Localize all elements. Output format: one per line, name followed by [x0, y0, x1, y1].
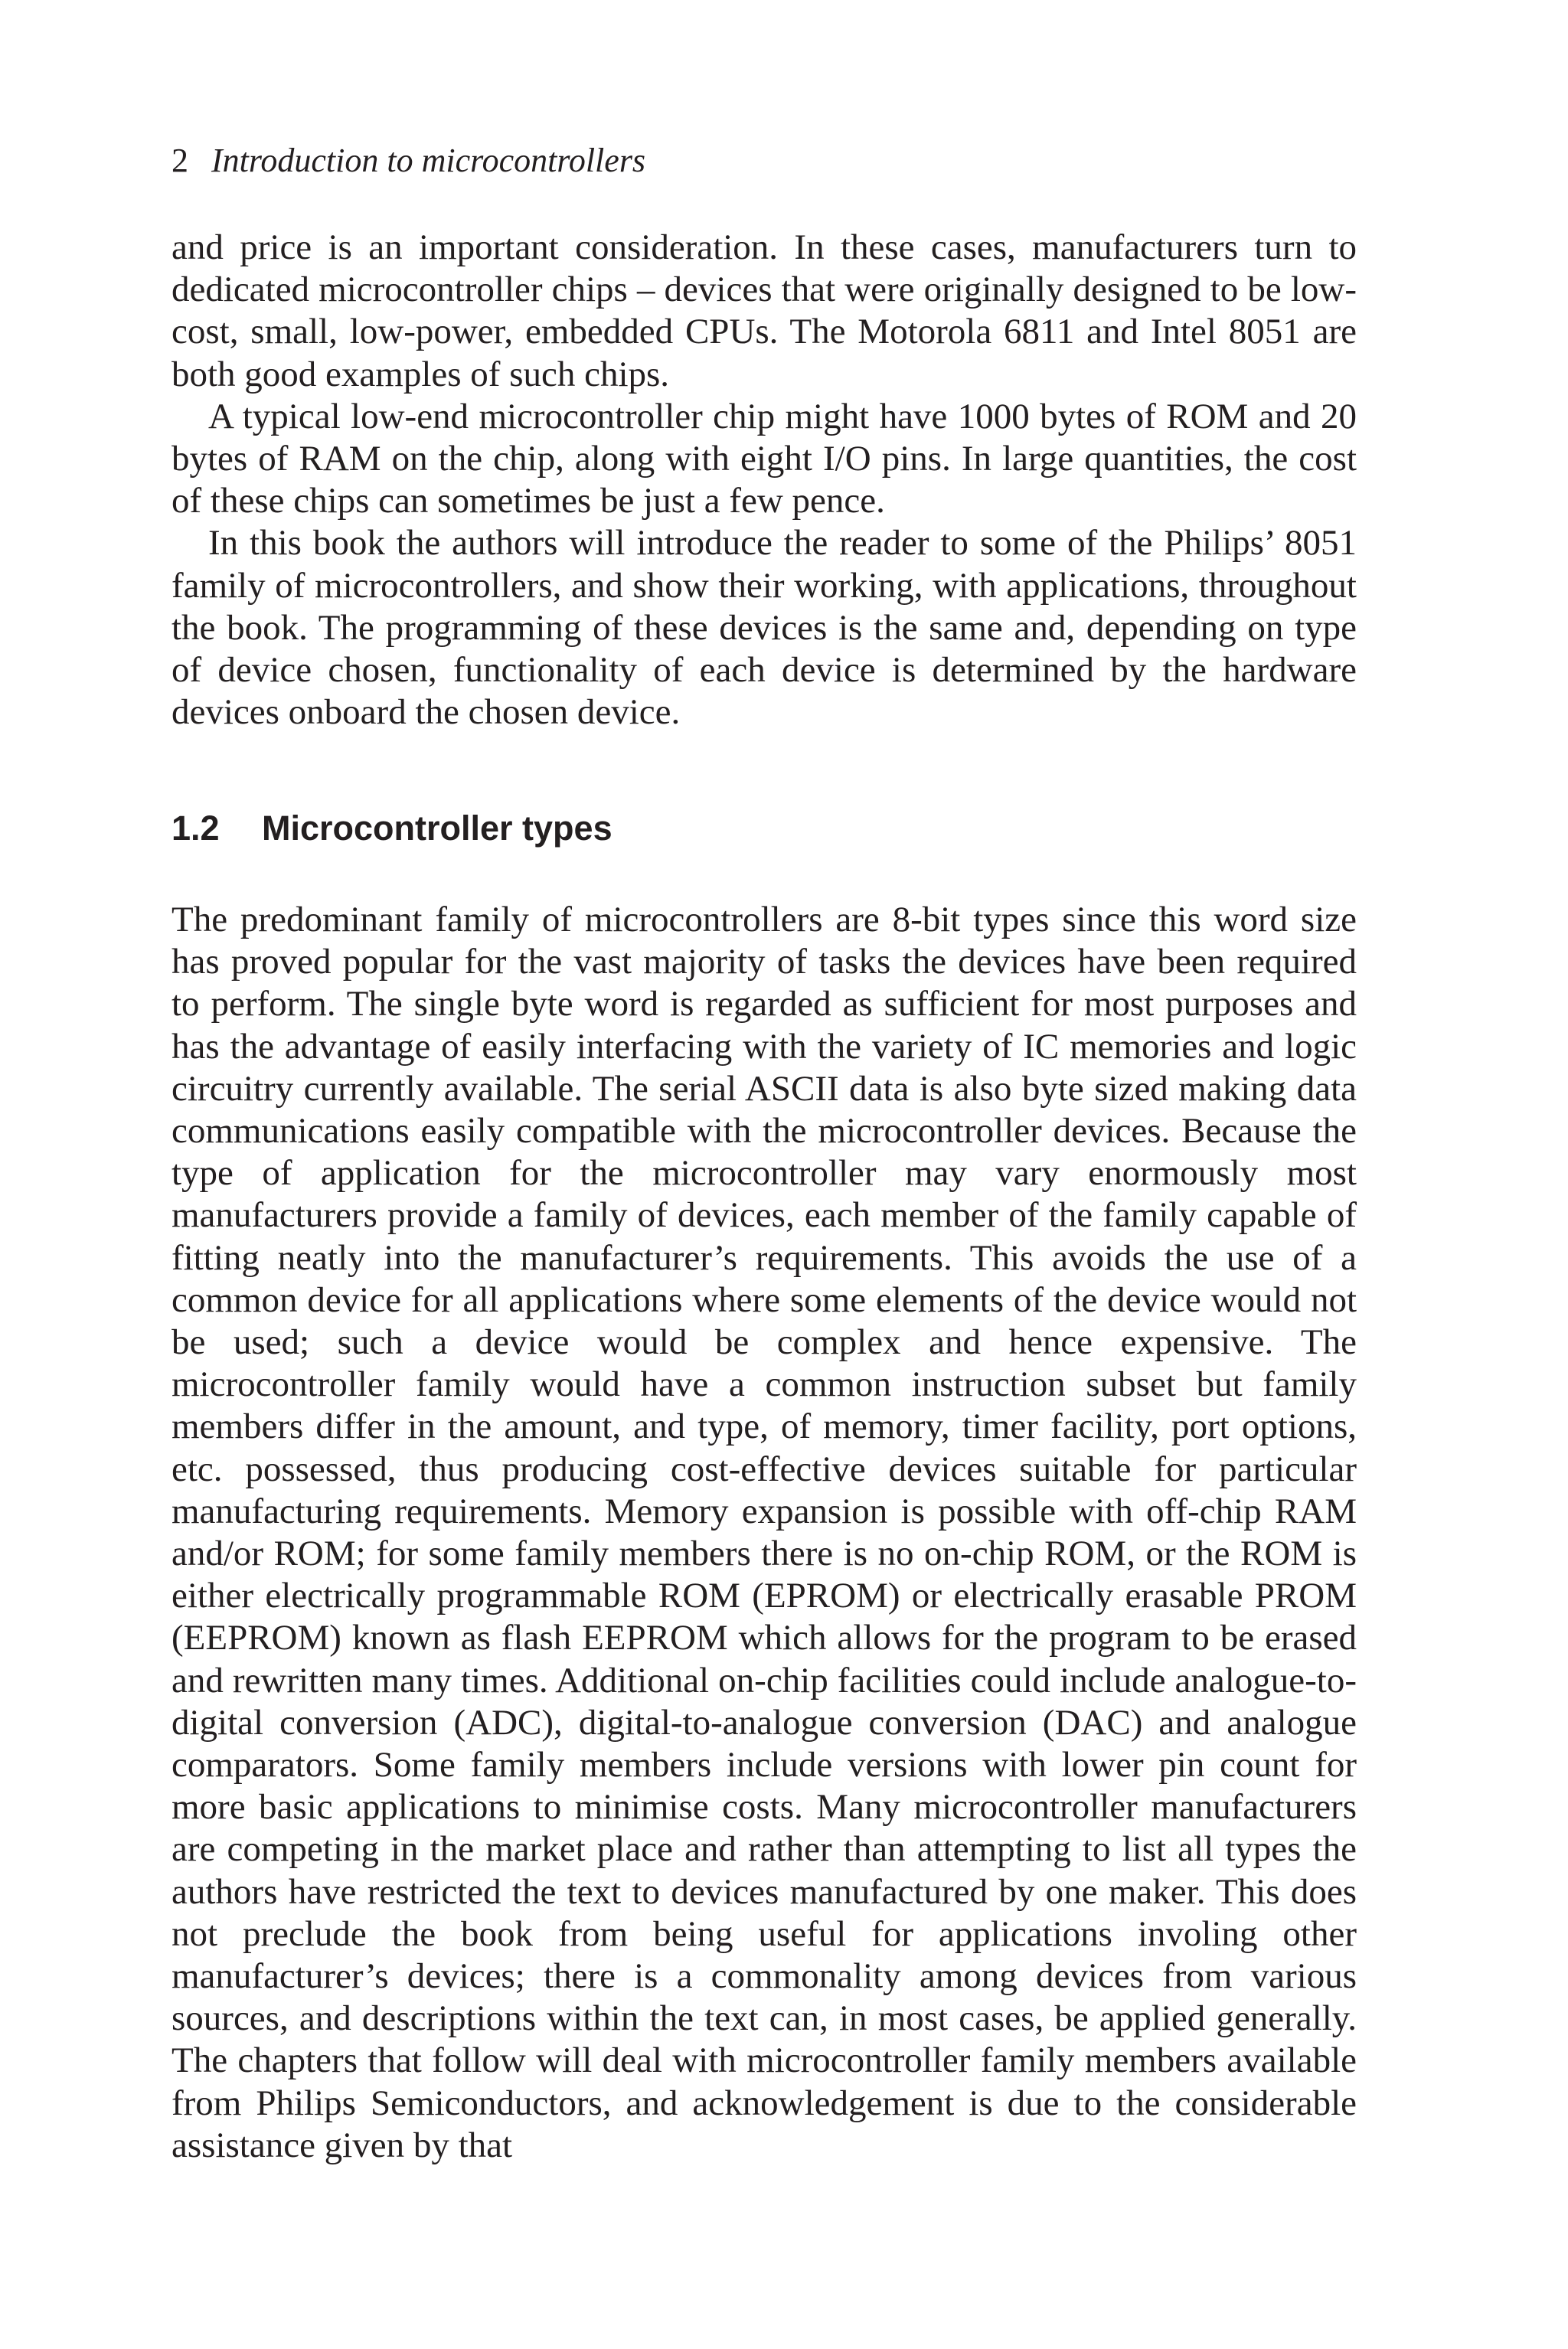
paragraph: In this book the authors will introduce the reader to some of the Philips’ 8051 family of microcontrollers, and show their working, with applications, throughout the book. The programming of these devices is the same and, depending on type of device chosen, functionality of each device is determined by the hardware devices onboard the chosen device. — [172, 523, 1357, 733]
chapter-title: Introduction to microcontrollers — [211, 142, 646, 179]
section-heading — [172, 805, 612, 851]
section-number: 1.2 — [172, 809, 220, 848]
paragraph: and price is an important consideration. In these cases, manufacturers turn to dedicated microcontroller chips – devices that were originally designed to be low-cost, small, low-power, embedded CPUs. The Motorola 6811 and Intel 8051 are both good examples of such chips. — [172, 227, 1357, 394]
section-text-block — [172, 899, 1357, 2167]
paragraph: A typical low-end microcontroller chip might have 1000 bytes of ROM and 20 bytes of RAM on the chip, along with eight I/O pins. In large quantities, the cost of these chips can sometimes be just a few pence. — [172, 396, 1357, 521]
page-number: 2 — [172, 142, 188, 179]
intro-text-block — [172, 227, 1357, 733]
running-head — [172, 139, 645, 182]
paragraph: The predominant family of microcontrollers are 8-bit types since this word size has proved popular for the vast majority of tasks the devices have been required to perform. The single byte word is regarded as sufficient for most purposes and has the advantage of easily interfacing with the variety of IC memories and logic circuitry currently available. The serial ASCII data is also byte sized making data communications easily compatible with the microcontroller devices. Because the type of application for the microcontroller may vary enormously most manufacturers provide a family of devices, each member of the family capable of fitting neatly into the manufacturer’s requirements. This avoids the use of a common device for all applications where some elements of the device would not be used; such a device would be complex and hence expensive. The microcontroller family would have a common instruction subset but family members differ in the amount, and type, of memory, timer facility, port options, etc. possessed, thus producing cost-effective devices suitable for particular manufacturing requirements. Memory expansion is possible with off-chip RAM and/or ROM; for some family members there is no on-chip ROM, or the ROM is either electrically programmable ROM (EPROM) or electrically erasable PROM (EEPROM) known as flash EEPROM which allows for the program to be erased and rewritten many times. Additional on-chip facilities could include analogue-to-digital conversion (ADC), digital-to-analogue conversion (DAC) and analogue comparators. Some family members include versions with lower pin count for more basic applications to minimise costs. Many microcontroller manufacturers are competing in the market place and rather than attempting to list all types the authors have restricted the text to devices manufactured by one maker. This does not preclude the book from being useful for applications involing other manufacturer’s devices; there is a commonality among devices from various sources, and descriptions within the text can, in most cases, be applied generally. The chapters that follow will deal with microcontroller family members available from Philips Semiconductors, and acknowledgement is due to the considerable assistance given by that — [172, 900, 1357, 2165]
section-title: Microcontroller types — [262, 809, 612, 848]
